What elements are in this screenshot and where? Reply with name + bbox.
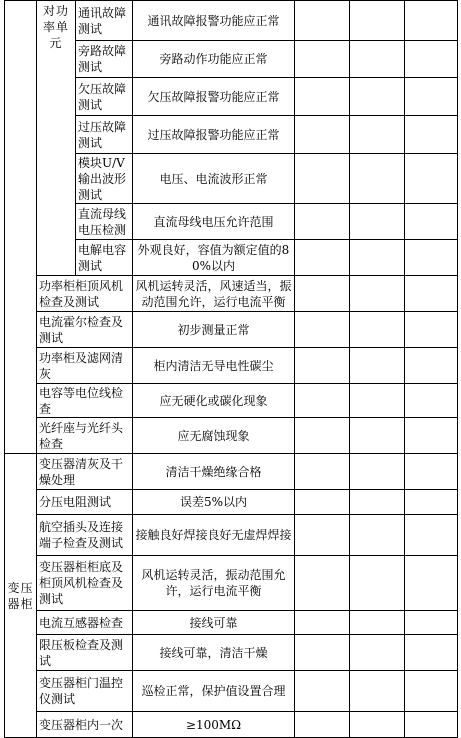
item-cell: 电容等电位线检查 xyxy=(37,384,133,418)
result-cell xyxy=(350,312,405,348)
result-cell xyxy=(295,384,350,418)
standard-cell: 外观良好，容值为额定值的80%以内 xyxy=(133,240,295,276)
remark-cell xyxy=(405,635,458,671)
table-row xyxy=(5,418,458,454)
table-row xyxy=(5,1,458,41)
result-cell xyxy=(295,1,350,41)
table-row xyxy=(5,276,458,312)
standard-cell: 旁路动作功能应正常 xyxy=(133,41,295,78)
standard-cell: 欠压故障报警功能应正常 xyxy=(133,78,295,116)
table-row xyxy=(5,712,458,738)
result-cell xyxy=(295,418,350,454)
result-cell xyxy=(295,611,350,635)
major-category-cell xyxy=(5,1,37,454)
remark-cell xyxy=(405,41,458,78)
result-cell xyxy=(295,454,350,490)
standard-cell: 电压、电流波形正常 xyxy=(133,154,295,204)
remark-cell xyxy=(405,611,458,635)
item-cell: 变压器柜柜底及柜顶风机检查及测试 xyxy=(37,556,133,611)
inspection-table xyxy=(4,0,458,738)
remark-cell xyxy=(405,348,458,384)
result-cell xyxy=(295,671,350,712)
item-cell: 直流母线电压检测 xyxy=(76,204,133,240)
result-cell xyxy=(350,78,405,116)
result-cell xyxy=(350,418,405,454)
standard-cell: 通讯故障报警功能应正常 xyxy=(133,1,295,41)
standard-cell: 接线可靠 xyxy=(133,611,295,635)
result-cell xyxy=(350,116,405,154)
item-cell: 航空插头及连接端子检查及测试 xyxy=(37,515,133,556)
result-cell xyxy=(350,635,405,671)
remark-cell xyxy=(405,384,458,418)
item-cell: 电解电容测试 xyxy=(76,240,133,276)
result-cell xyxy=(350,204,405,240)
table-row xyxy=(5,348,458,384)
item-cell: 变压器柜门温控仪测试 xyxy=(37,671,133,712)
remark-cell xyxy=(405,78,458,116)
item-cell: 模块U/V输出波形测试 xyxy=(76,154,133,204)
standard-cell: 过压故障报警功能应正常 xyxy=(133,116,295,154)
result-cell xyxy=(350,671,405,712)
sub-category-cell: 对功率单元 xyxy=(37,1,76,276)
result-cell xyxy=(350,348,405,384)
result-cell xyxy=(295,348,350,384)
result-cell xyxy=(350,712,405,738)
item-cell: 分压电阻测试 xyxy=(37,490,133,515)
result-cell xyxy=(295,276,350,312)
standard-cell: 接触良好焊接良好无虚焊焊接 xyxy=(133,515,295,556)
major-category-cell: 变压器柜 xyxy=(5,454,37,738)
result-cell xyxy=(295,490,350,515)
table-row xyxy=(5,611,458,635)
result-cell xyxy=(350,384,405,418)
remark-cell xyxy=(405,116,458,154)
table-row xyxy=(5,671,458,712)
standard-cell: 接线可靠，清洁干燥 xyxy=(133,635,295,671)
table-row xyxy=(5,454,458,490)
standard-cell: 巡检正常，保护值设置合理 xyxy=(133,671,295,712)
result-cell xyxy=(295,312,350,348)
item-cell: 光纤座与光纤头检查 xyxy=(37,418,133,454)
standard-cell: 应无硬化或碳化现象 xyxy=(133,384,295,418)
item-cell: 通讯故障测试 xyxy=(76,1,133,41)
remark-cell xyxy=(405,1,458,41)
item-cell: 欠压故障测试 xyxy=(76,78,133,116)
result-cell xyxy=(350,556,405,611)
remark-cell xyxy=(405,515,458,556)
remark-cell xyxy=(405,240,458,276)
standard-cell: 应无腐蚀现象 xyxy=(133,418,295,454)
item-cell: 变压器柜内一次 xyxy=(37,712,133,738)
table-row xyxy=(5,556,458,611)
remark-cell xyxy=(405,671,458,712)
remark-cell xyxy=(405,154,458,204)
item-cell: 变压器清灰及干燥处理 xyxy=(37,454,133,490)
remark-cell xyxy=(405,556,458,611)
table-row xyxy=(5,635,458,671)
result-cell xyxy=(350,515,405,556)
item-cell: 功率柜柜顶风机检查及测试 xyxy=(37,276,133,312)
item-cell: 旁路故障测试 xyxy=(76,41,133,78)
table-row xyxy=(5,312,458,348)
standard-cell: 误差5%以内 xyxy=(133,490,295,515)
result-cell xyxy=(350,490,405,515)
remark-cell xyxy=(405,312,458,348)
result-cell xyxy=(350,454,405,490)
result-cell xyxy=(295,240,350,276)
result-cell xyxy=(295,712,350,738)
table-row xyxy=(5,384,458,418)
result-cell xyxy=(295,204,350,240)
standard-cell: 清洁干燥绝缘合格 xyxy=(133,454,295,490)
standard-cell: 直流母线电压允许范围 xyxy=(133,204,295,240)
result-cell xyxy=(295,515,350,556)
item-cell: 限压板检查及测试 xyxy=(37,635,133,671)
result-cell xyxy=(295,41,350,78)
result-cell xyxy=(295,635,350,671)
item-cell: 过压故障测试 xyxy=(76,116,133,154)
standard-cell: 初步测量正常 xyxy=(133,312,295,348)
remark-cell xyxy=(405,276,458,312)
result-cell xyxy=(295,154,350,204)
result-cell xyxy=(295,556,350,611)
result-cell xyxy=(295,116,350,154)
item-cell: 功率柜及滤网清灰 xyxy=(37,348,133,384)
result-cell xyxy=(350,611,405,635)
result-cell xyxy=(295,78,350,116)
standard-cell: ≥100MΩ xyxy=(133,712,295,738)
table-row xyxy=(5,490,458,515)
item-cell: 电流霍尔检查及测试 xyxy=(37,312,133,348)
remark-cell xyxy=(405,418,458,454)
result-cell xyxy=(350,41,405,78)
remark-cell xyxy=(405,490,458,515)
result-cell xyxy=(350,240,405,276)
result-cell xyxy=(350,1,405,41)
result-cell xyxy=(350,154,405,204)
remark-cell xyxy=(405,204,458,240)
standard-cell: 风机运转灵活，振动范围允许，运行电流平衡 xyxy=(133,556,295,611)
table-row xyxy=(5,515,458,556)
remark-cell xyxy=(405,712,458,738)
result-cell xyxy=(350,276,405,312)
item-cell: 电流互感器检查 xyxy=(37,611,133,635)
standard-cell: 风机运转灵活，风速适当，振动范围允许，运行电流平衡 xyxy=(133,276,295,312)
remark-cell xyxy=(405,454,458,490)
standard-cell: 柜内清洁无导电性碳尘 xyxy=(133,348,295,384)
